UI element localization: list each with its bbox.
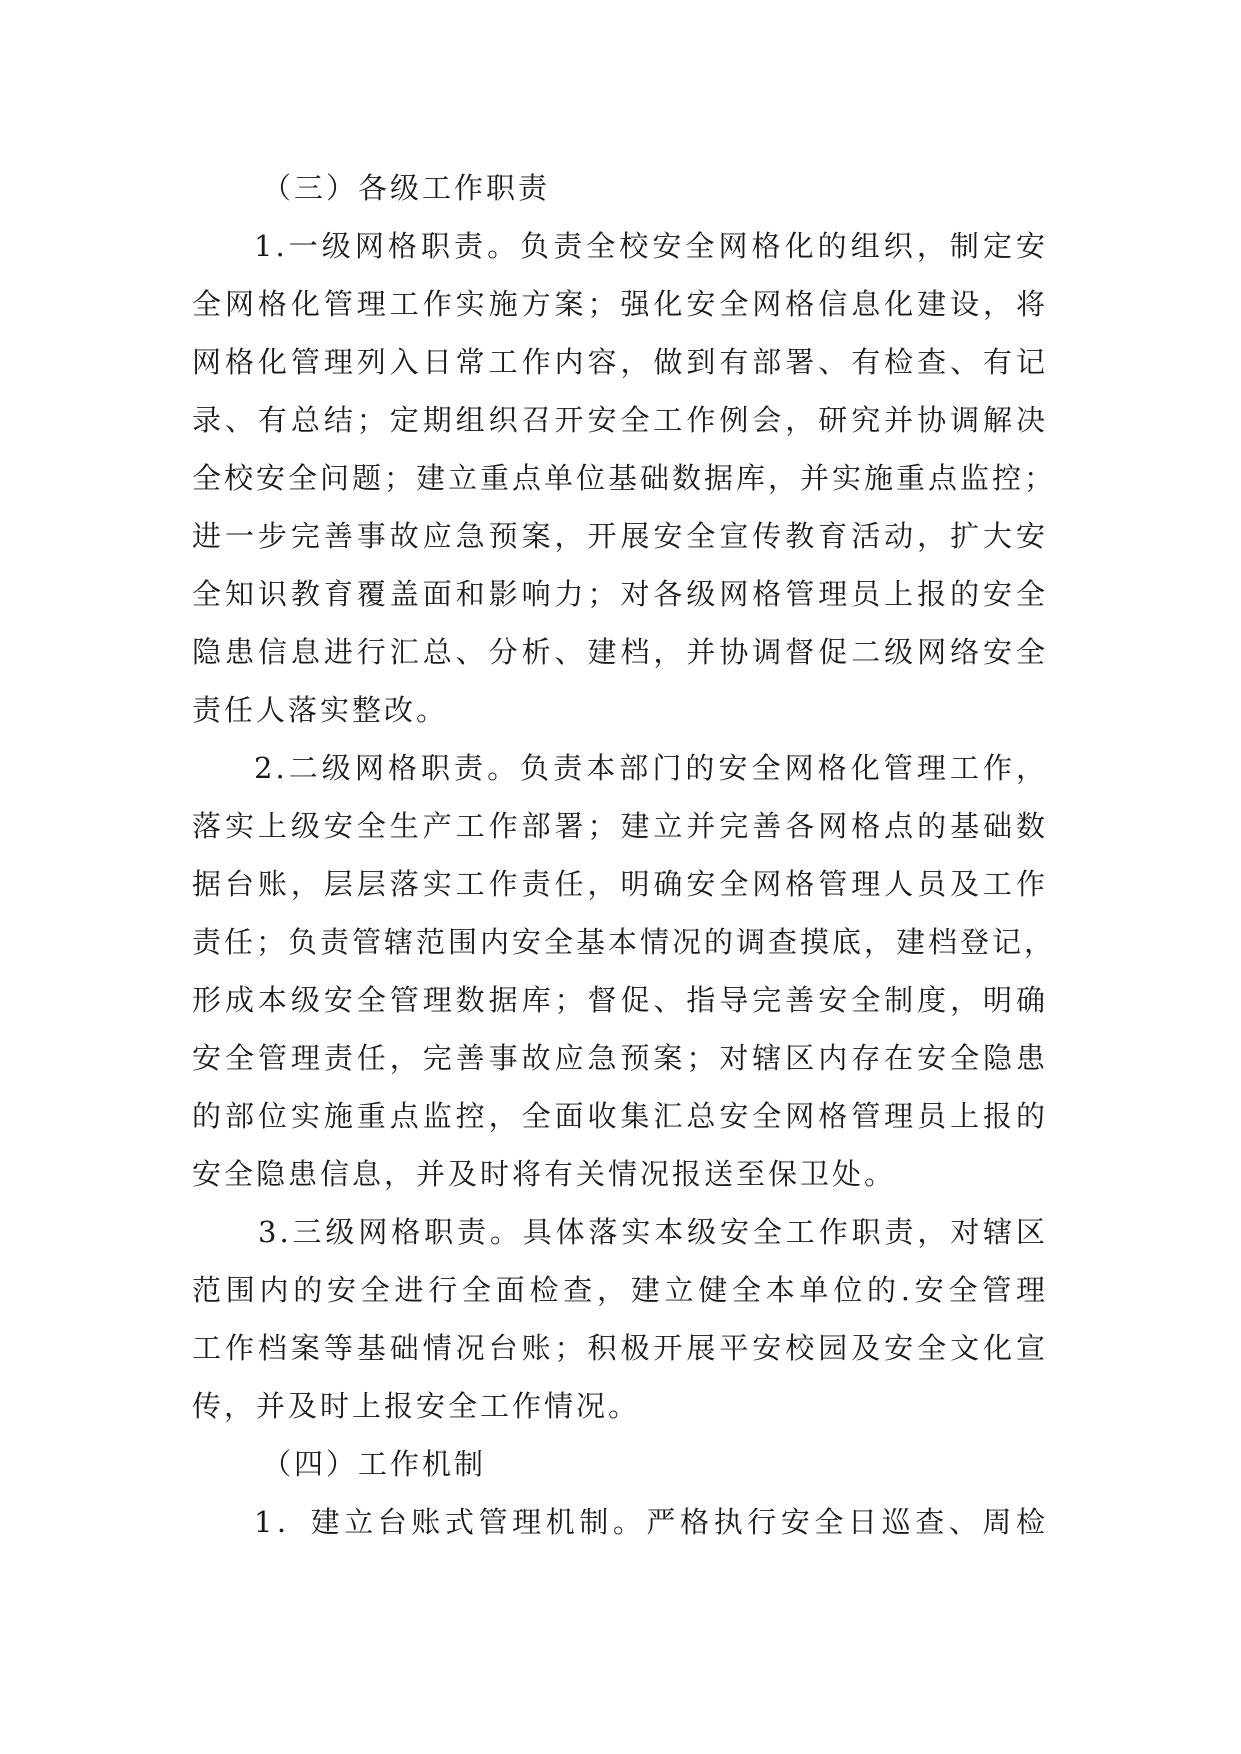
paragraph-line: 全知识教育覆盖面和影响力；对各级网格管理员上报的安全	[192, 577, 1048, 611]
paragraph-line: 传，并及时上报安全工作情况。	[192, 1389, 641, 1423]
document-body	[192, 159, 1057, 1551]
paragraph-line: 全网格化管理工作实施方案；强化安全网格信息化建设，将	[192, 287, 1048, 321]
paragraph-line: 形成本级安全管理数据库；督促、指导完善安全制度，明确	[192, 983, 1048, 1017]
section-heading-4: （四）工作机制	[262, 1447, 487, 1481]
paragraph-line: 范围内的安全进行全面检查，建立健全本单位的.安全管理	[192, 1273, 1048, 1307]
paragraph-line: 的部位实施重点监控，全面收集汇总安全网格管理员上报的	[192, 1099, 1048, 1133]
paragraph-line: 1.一级网格职责。负责全校安全网格化的组织，制定安	[254, 229, 1048, 263]
paragraph-line: 落实上级安全生产工作部署；建立并完善各网格点的基础数	[192, 809, 1048, 843]
paragraph-line: 1．建立台账式管理机制。严格执行安全日巡查、周检	[254, 1505, 1048, 1539]
section-heading-3: （三）各级工作职责	[262, 171, 551, 205]
paragraph-line: 工作档案等基础情况台账；积极开展平安校园及安全文化宣	[192, 1331, 1048, 1365]
paragraph-line: 据台账，层层落实工作责任，明确安全网格管理人员及工作	[192, 867, 1048, 901]
paragraph-line: 进一步完善事故应急预案，开展安全宣传教育活动，扩大安	[192, 519, 1048, 553]
paragraph-line: 隐患信息进行汇总、分析、建档，并协调督促二级网络安全	[192, 635, 1048, 669]
paragraph-line: 责任人落实整改。	[192, 693, 449, 727]
paragraph-line: 网格化管理列入日常工作内容，做到有部署、有检查、有记	[192, 345, 1048, 379]
paragraph-line: 安全隐患信息，并及时将有关情况报送至保卫处。	[192, 1157, 897, 1191]
paragraph-line: 3.三级网格职责。具体落实本级安全工作职责，对辖区	[258, 1215, 1048, 1249]
paragraph-line: 全校安全问题；建立重点单位基础数据库，并实施重点监控；	[192, 461, 1057, 495]
paragraph-line: 安全管理责任，完善事故应急预案；对辖区内存在安全隐患	[192, 1041, 1048, 1075]
paragraph-line: 2.二级网格职责。负责本部门的安全网格化管理工作，	[254, 751, 1048, 785]
paragraph-line: 录、有总结；定期组织召开安全工作例会，研究并协调解决	[192, 403, 1048, 437]
paragraph-line: 责任；负责管辖范围内安全基本情况的调查摸底，建档登记，	[192, 925, 1057, 959]
